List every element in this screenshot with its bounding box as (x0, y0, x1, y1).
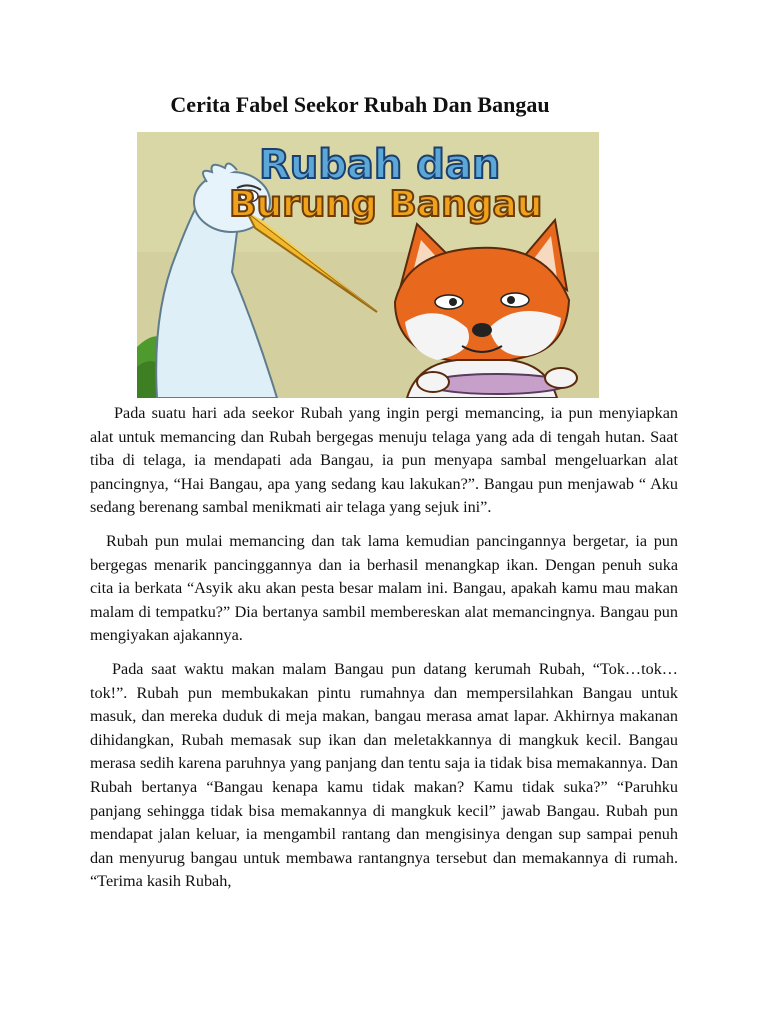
document-title-text: Cerita Fabel Seekor Rubah Dan Bangau (170, 92, 550, 117)
story-illustration (137, 132, 599, 398)
story-body (90, 402, 678, 904)
illustration-title-line2: Burung Bangau (229, 184, 543, 225)
story-paragraph: Pada saat waktu makan malam Bangau pun datang kerumah Rubah, “Tok…tok…tok!”. Rubah pun membukakan pintu rumahnya dan mempersilahkan Bangau untuk masuk, dan mereka duduk di meja makan, bangau merasa amat lapar. Akhirnya makanan dihidangkan, Rubah memasak sup ikan dan meletakkannya di mangkuk kecil. Bangau merasa sedih karena paruhnya yang panjang dan tentu saja ia tidak bisa memakannya. Dan Rubah bertanya “Bangau kenapa kamu tidak makan? Kamu tidak suka?” “Paruhku panjang sehingga tidak bisa memakannya di mangkuk kecil” jawab Bangau. Rubah pun mendapat jalan keluar, ia mengambil rantang dan mengisinya dengan sup sampai penuh dan menyurug bangau untuk membawa rantangnya tersebut dan memakannya di rumah. “Terima kasih Rubah, (90, 659, 678, 891)
illustration-title-line1: Rubah dan (259, 142, 501, 188)
illustration-svg (137, 132, 599, 398)
fox-nose (472, 323, 492, 337)
story-paragraph: Pada suatu hari ada seekor Rubah yang ingin pergi memancing, ia pun menyiapkan alat untuk memancing dan Rubah bergegas menuju telaga yang ada di tengah hutan. Saat tiba di telaga, ia mendapati ada Bangau, ia pun menyapa sambal mengeluarkan alat pancingnya, “Hai Bangau, apa yang sedang kau lakukan?”. Bangau pun menjawab “ Aku sedang berenang sambal menikmati air telaga yang sejuk ini”. (90, 404, 678, 517)
document-title (0, 92, 720, 118)
story-paragraph: Rubah pun mulai memancing dan tak lama kemudian pancingannya bergetar, ia pun bergegas menarik pancinggannya dan ia berhasil menangkap ikan. Dengan penuh suka cita ia berkata “Asyik aku akan pesta besar malam ini. Bangau, apakah kamu mau makan malam di tempatku?” Dia bertanya sambil membereskan alat memancingnya. Bangau pun mengiyakan ajakannya. (90, 531, 678, 645)
